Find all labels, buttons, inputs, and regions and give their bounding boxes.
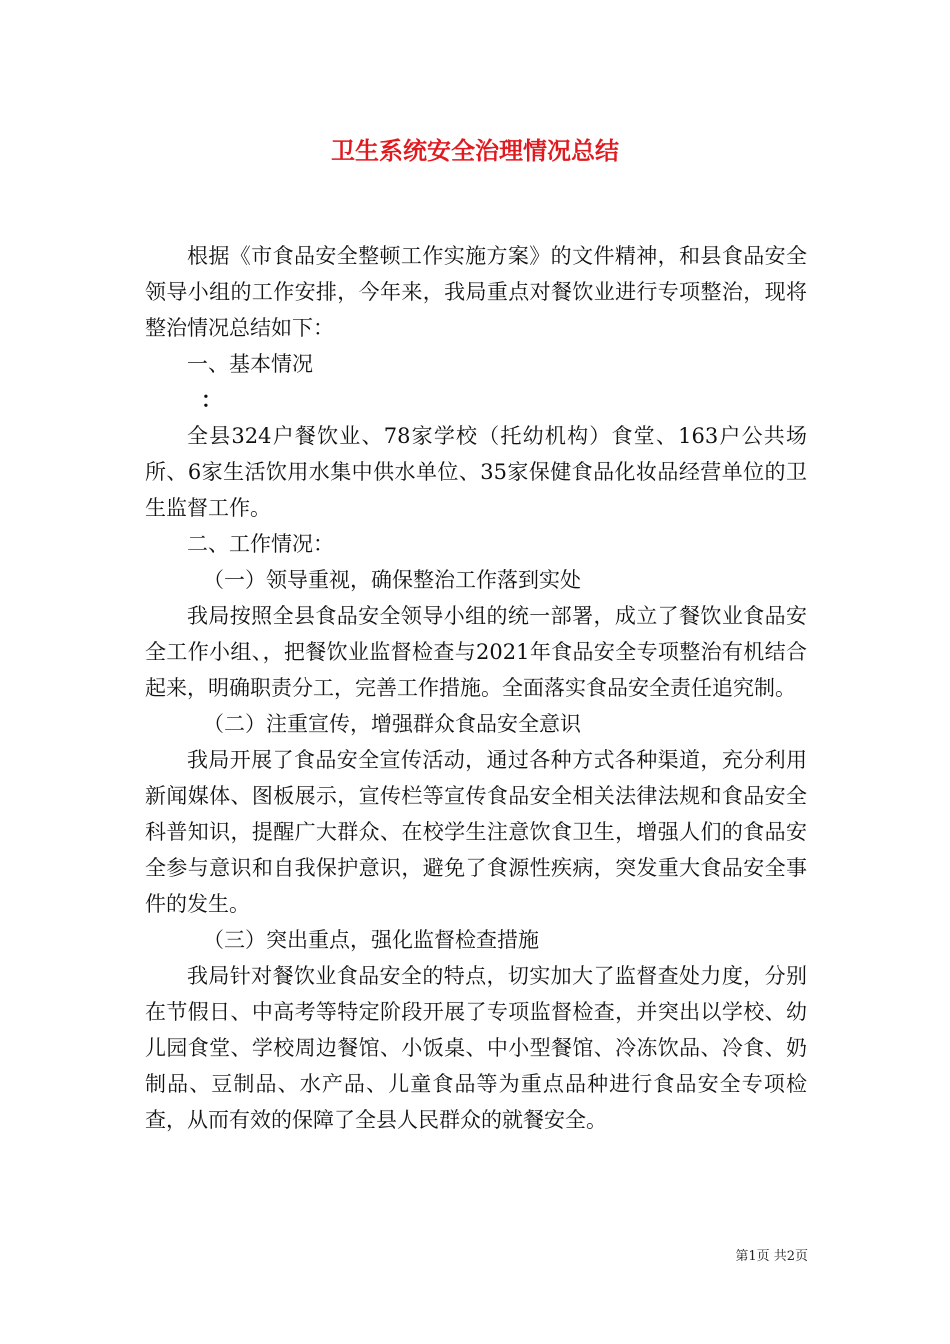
paragraph-basic: 全县324户餐饮业、78家学校（托幼机构）食堂、163户公共场所、6家生活饮用水集中供水单位、35家保健食品化妆品经营单位的卫生监督工作。 — [145, 424, 807, 520]
document-body — [145, 238, 807, 1138]
heading-basic-situation: 一、基本情况 — [187, 352, 313, 376]
paragraph-intro: 根据《市食品安全整顿工作实施方案》的文件精神，和县食品安全领导小组的工作安排，今年来，我局重点对餐饮业进行专项整治，现将整治情况总结如下： — [145, 244, 807, 340]
paragraph-inspection: 我局针对餐饮业食品安全的特点，切实加大了监督查处力度，分别在节假日、中高考等特定阶段开展了专项监督检查，并突出以学校、幼儿园食堂、学校周边餐馆、小饭桌、中小型餐馆、冷冻饮品、冷食、奶制品、豆制品、水产品、儿童食品等为重点品种进行食品安全专项检查，从而有效的保障了全县人民群众的就餐安全。 — [145, 964, 807, 1132]
heading-work-situation: 二、工作情况： — [187, 532, 334, 556]
document-title: 卫生系统安全治理情况总结 — [331, 136, 619, 165]
page-number: 第1页 共2页 — [735, 1249, 808, 1264]
paragraph-leadership: 我局按照全县食品安全领导小组的统一部署，成立了餐饮业食品安全工作小组、，把餐饮业监督检查与2021年食品安全专项整治有机结合起来，明确职责分工，完善工作措施。全面落实食品安全责任追究制。 — [145, 604, 807, 700]
colon-mark: ： — [201, 387, 222, 412]
subheading-publicity: （二）注重宣传，增强群众食品安全意识 — [203, 712, 581, 736]
paragraph-publicity: 我局开展了食品安全宣传活动，通过各种方式各种渠道，充分利用新闻媒体、图板展示，宣传栏等宣传食品安全相关法律法规和食品安全科普知识，提醒广大群众、在校学生注意饮食卫生，增强人们的食品安全参与意识和自我保护意识，避免了食源性疾病，突发重大食品安全事件的发生。 — [145, 748, 807, 916]
subheading-inspection: （三）突出重点，强化监督检查措施 — [203, 928, 539, 952]
subheading-leadership: （一）领导重视，确保整治工作落到实处 — [203, 568, 581, 592]
